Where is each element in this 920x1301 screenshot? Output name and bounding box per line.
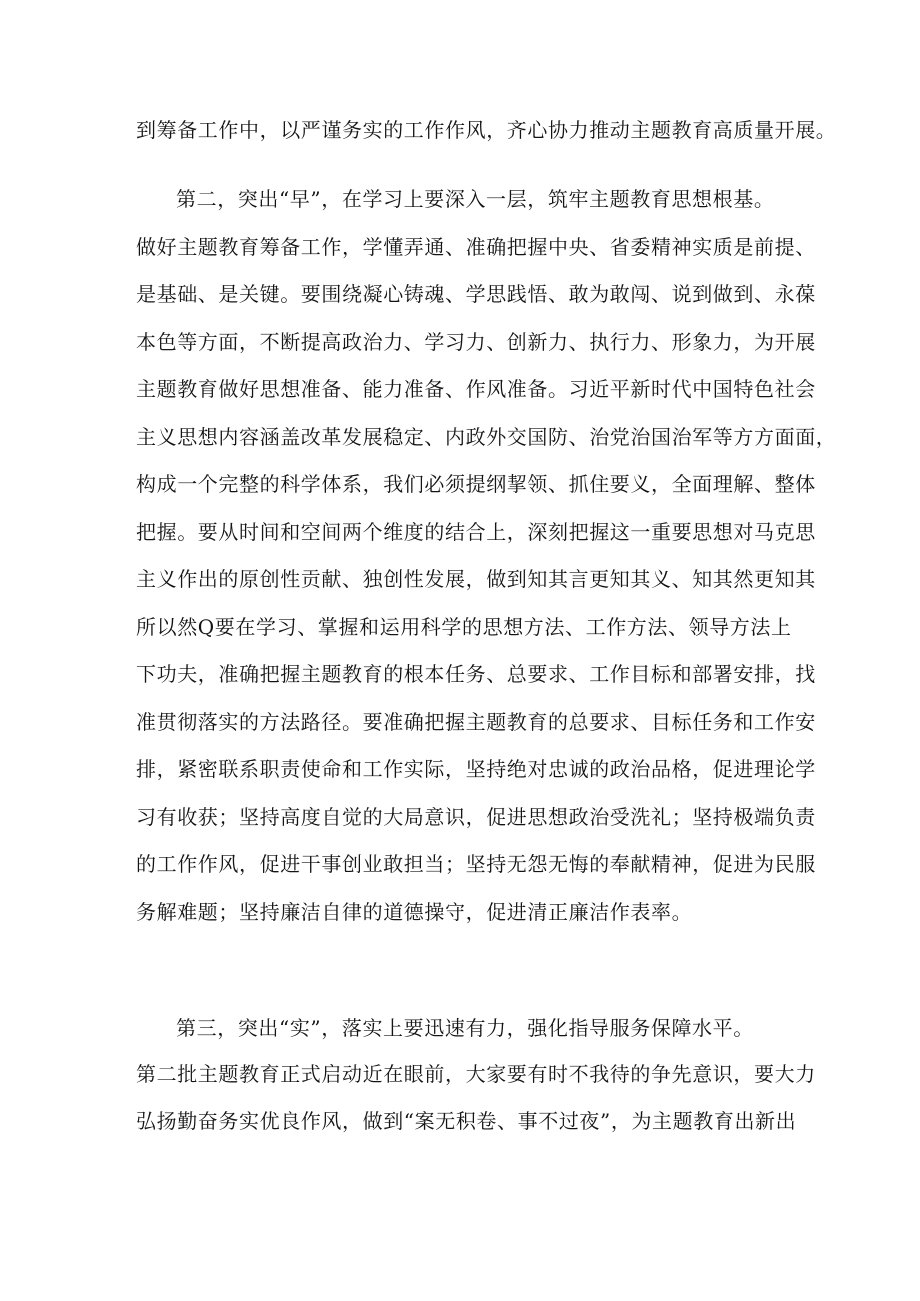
- text-line-6: 主题教育做好思想准备、能力准备、作风准备。习近平新时代中国特色社会: [136, 377, 816, 401]
- text-line-19: 第二批主题教育正式启动近在眼前，大家要有时不我待的争先意识，要大力: [136, 1062, 816, 1086]
- text-line-3: 做好主题教育筹备工作，学懂弄通、准确把握中央、省委精神实质是前提、: [136, 235, 816, 259]
- text-line-15: 习有收获；坚持高度自觉的大局意识，促进思想政治受洗礼；坚持极端负责: [136, 805, 816, 829]
- text-line-8: 构成一个完整的科学体系，我们必须提纲挈领、抓住要义，全面理解、整体: [136, 472, 816, 496]
- text-line-20: 弘扬勤奋务实优良作风，做到“案无积卷、事不过夜”，为主题教育出新出: [136, 1109, 797, 1133]
- text-line-5: 本色等方面，不断提高政治力、学习力、创新力、执行力、形象力，为开展: [136, 330, 816, 354]
- text-line-1: 到筹备工作中，以严谨务实的工作作风，齐心协力推动主题教育高质量开展。: [136, 118, 837, 142]
- text-line-14: 排，紧密联系职责使命和工作实际，坚持绝对忠诚的政治品格，促进理论学: [136, 757, 816, 781]
- text-line-17: 务解难题；坚持廉洁自律的道德操守，促进清正廉洁作表率。: [136, 900, 693, 924]
- text-line-4: 是基础、是关键。要围绕凝心铸魂、学思践悟、敢为敢闯、说到做到、永葆: [136, 282, 816, 306]
- text-line-7: 主义思想内容涵盖改革发展稳定、内政外交国防、治党治国治军等方方面面，: [136, 425, 837, 449]
- paragraph-3-heading: 第三，突出“实”，落实上要迅速有力，强化指导服务保障水平。: [176, 1016, 754, 1040]
- text-line-12: 下功夫，准确把握主题教育的根本任务、总要求、工作目标和部署安排，找: [136, 662, 816, 686]
- text-line-9: 把握。要从时间和空间两个维度的结合上，深刻把握这一重要思想对马克思: [136, 520, 816, 544]
- text-line-10: 主义作出的原创性贡献、独创性发展，做到知其言更知其义、知其然更知其: [136, 567, 816, 591]
- text-line-13: 准贯彻落实的方法路径。要准确把握主题教育的总要求、目标任务和工作安: [136, 710, 816, 734]
- text-line-16: 的工作作风，促进干事创业敢担当；坚持无怨无悔的奉献精神，促进为民服: [136, 852, 816, 876]
- paragraph-2-heading: 第二，突出“早”，在学习上要深入一层，筑牢主题教育思想根基。: [176, 187, 775, 211]
- text-line-11: 所以然Q要在学习、掌握和运用科学的思想方法、工作方法、领导方法上: [136, 615, 792, 639]
